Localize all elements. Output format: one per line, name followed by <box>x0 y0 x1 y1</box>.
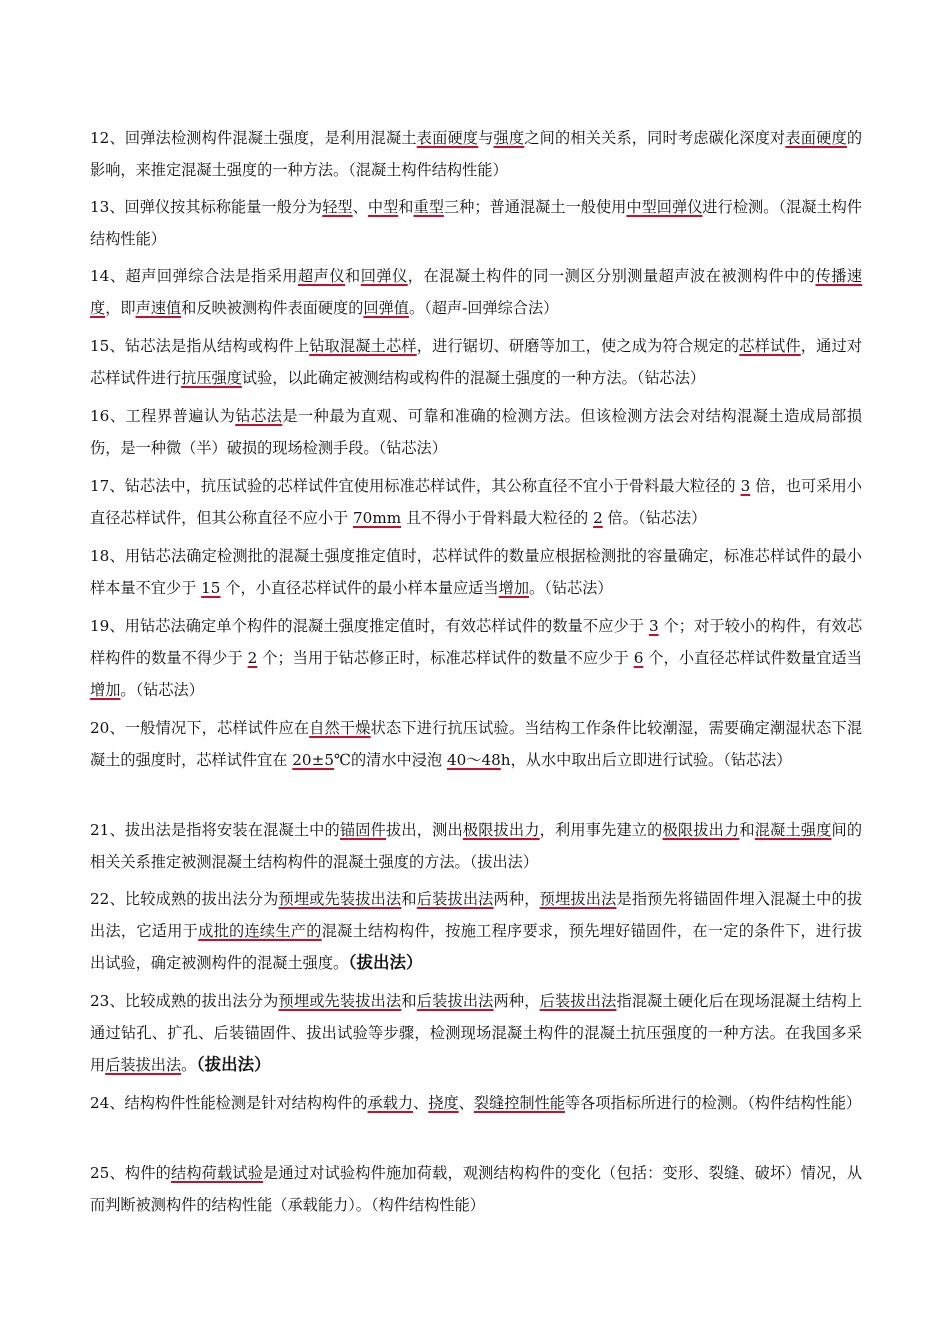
question-17 <box>90 470 862 534</box>
text-segment: 个；对于较小的构件，有效芯样构件的数量不得少于 <box>90 617 863 667</box>
text-segment: 23、比较成熟的拔出法分为 <box>90 992 279 1010</box>
question-22 <box>90 883 862 979</box>
text-segment: ，在混凝土构件的同一测区分别测量超声波在被测构件中的 <box>407 267 816 285</box>
text-segment: 混凝土结构构件，按施工程序要求，预先埋好锚固件，在一定的条件下，进行拔出试验，确定被测构件的混凝土强度。 <box>90 922 863 972</box>
text-segment: 、 <box>413 1094 429 1112</box>
underlined-answer: 承载力 <box>367 1094 414 1112</box>
text-segment: 两种， <box>493 890 540 908</box>
text-segment: 14、超声回弹综合法是指采用 <box>90 267 298 285</box>
text-segment: 21、拔出法是指将安装在混凝土中的 <box>90 821 340 839</box>
underlined-answer: 自然干燥 <box>309 719 371 737</box>
text-segment: 17、钻芯法中，抗压试验的芯样试件宜使用标准芯样试件，其公称直径不宜小于骨料最大粒径的 <box>90 477 741 495</box>
underlined-answer: 3 <box>740 477 751 495</box>
text-segment: 个，小直径芯样试件的最小样本量应适当 <box>220 579 499 597</box>
underlined-answer: 15 <box>201 579 221 597</box>
underlined-answer: 表面硬度 <box>785 129 847 147</box>
question-23 <box>90 985 862 1081</box>
text-segment: 15、钻芯法是指从结构或构件上 <box>90 337 310 355</box>
underlined-answer: 后装拔出法 <box>416 992 494 1010</box>
underlined-answer: 2 <box>247 649 258 667</box>
underlined-answer: 回弹仪 <box>360 267 408 285</box>
text-segment: 是通过对试验构件施加荷载，观测结构构件的变化（包括：变形、裂缝、破坏）情况，从而判断被测构件的结构性能（承载能力）。（构件结构性能） <box>90 1164 863 1214</box>
underlined-answer: 挠度 <box>428 1094 459 1112</box>
underlined-answer: 6 <box>633 649 644 667</box>
text-segment: 、 <box>458 1094 474 1112</box>
text-segment: 拔出，测出 <box>386 821 463 839</box>
text-segment: h，从水中取出后立即进行试验。（钻芯法） <box>500 751 792 769</box>
underlined-answer: 混凝土强度 <box>754 821 832 839</box>
underlined-answer: 回弹值 <box>363 299 409 317</box>
text-segment: 和 <box>345 267 361 285</box>
underlined-answer: 中型回弹仪 <box>626 198 703 216</box>
text-segment: 。（钻芯法） <box>529 579 613 597</box>
text-segment: 。（超声-回弹综合法） <box>408 299 559 317</box>
question-12 <box>90 122 862 186</box>
question-16 <box>90 400 862 464</box>
underlined-answer: 极限拔出力 <box>662 821 740 839</box>
underlined-answer: 预埋或先装拔出法 <box>278 992 402 1010</box>
text-segment: 和 <box>739 821 755 839</box>
text-segment: 个；当用于钻芯修正时，标准芯样试件的数量不应少于 <box>257 649 634 667</box>
question-13 <box>90 191 862 255</box>
underlined-answer: 增加 <box>498 579 530 597</box>
underlined-answer: 20±5 <box>292 751 334 769</box>
underlined-answer: 预埋拔出法 <box>539 890 617 908</box>
underlined-answer: 后装拔出法 <box>539 992 617 1010</box>
underlined-answer: 钻取混凝土芯样 <box>309 337 417 355</box>
text-segment: 20、一般情况下，芯样试件应在 <box>90 719 310 737</box>
text-segment: 。（钻芯法） <box>120 681 204 699</box>
underlined-answer: 锚固件 <box>339 821 387 839</box>
question-24 <box>90 1087 862 1119</box>
underlined-answer: 轻型 <box>322 198 353 216</box>
underlined-answer: 钻芯法 <box>235 407 283 425</box>
underlined-answer: 超声仪 <box>298 267 346 285</box>
underlined-answer: 增加 <box>90 681 121 699</box>
category-tag: （拔出法） <box>196 1055 271 1074</box>
underlined-answer: 抗压强度 <box>181 369 242 387</box>
text-segment: ，利用事先建立的 <box>539 821 663 839</box>
text-segment: 试验，以此确定被测结构或构件的混凝土强度的一种方法。（钻芯法） <box>241 369 706 387</box>
underlined-answer: 3 <box>648 617 659 635</box>
text-segment: 的影响，来推定混凝土强度的一种方法。（混凝土构件结构性能） <box>90 129 863 179</box>
text-segment: 。 <box>181 1056 197 1074</box>
text-segment: 、 <box>352 198 368 216</box>
question-18 <box>90 540 862 604</box>
text-segment: 倍，也可采用小直径芯样试件，但其公称直径不应小于 <box>90 477 862 527</box>
underlined-answer: 裂缝控制性能 <box>473 1094 565 1112</box>
underlined-answer: 中型 <box>367 198 399 216</box>
text-segment: 16、工程界普遍认为 <box>90 407 236 425</box>
text-segment: ℃的清水中浸泡 <box>333 751 447 769</box>
underlined-answer: 40～48 <box>446 751 501 769</box>
underlined-answer: 表面硬度 <box>416 129 479 147</box>
question-25 <box>90 1157 862 1221</box>
underlined-answer: 声速值 <box>135 299 182 317</box>
underlined-answer: 强度 <box>493 129 525 147</box>
underlined-answer: 成批的连续生产的 <box>198 922 322 940</box>
text-segment: 间的相关关系推定被测混凝土结构构件的混凝土强度的方法。（拔出法） <box>90 821 863 871</box>
text-segment: 之间的相关关系，同时考虑碳化深度对 <box>524 129 786 147</box>
text-segment: 和 <box>398 198 414 216</box>
underlined-answer: 预埋或先装拔出法 <box>278 890 402 908</box>
text-segment: ，进行锯切、研磨等加工，使之成为符合规定的 <box>416 337 740 355</box>
category-tag: （拔出法） <box>348 953 423 972</box>
underlined-answer: 极限拔出力 <box>462 821 540 839</box>
text-segment: 与 <box>478 129 494 147</box>
text-segment: 和 <box>401 992 417 1010</box>
text-segment: 指混凝土硬化后在现场混凝土结构上通过钻孔、扩孔、后装锚固件、拔出试验等步骤，检测现场混凝土构件的混凝土抗压强度的一种方法。在我国多采用 <box>90 992 863 1074</box>
text-segment: 三种；普通混凝土一般使用 <box>443 198 627 216</box>
text-segment: 进行检测。（混凝土构件结构性能） <box>90 198 863 248</box>
question-15 <box>90 330 862 394</box>
text-segment: 13、回弹仪按其标称能量一般分为 <box>90 198 323 216</box>
question-19 <box>90 610 862 706</box>
question-14 <box>90 260 862 324</box>
question-20 <box>90 712 862 776</box>
text-segment: 是一种最为直观、可靠和准确的检测方法。但该检测方法会对结构混凝土造成局部损伤，是一种微（半）破损的现场检测手段。（钻芯法） <box>90 407 863 457</box>
text-segment: 两种， <box>493 992 540 1010</box>
text-segment: 状态下进行抗压试验。当结构工作条件比较潮湿，需要确定潮湿状态下混凝土的强度时，芯样试件宜在 <box>90 719 863 769</box>
underlined-answer: 芯样试件 <box>739 337 801 355</box>
underlined-answer: 传播速度 <box>90 267 863 317</box>
text-segment: 12、回弹法检测构件混凝土强度，是利用混凝土 <box>90 129 417 147</box>
text-segment: ，即 <box>105 299 136 317</box>
text-segment: 25、构件的 <box>90 1164 171 1182</box>
text-segment: 22、比较成熟的拔出法分为 <box>90 890 279 908</box>
text-segment: 倍。（钻芯法） <box>602 509 707 527</box>
text-segment: 等各项指标所进行的检测。（构件结构性能） <box>564 1094 862 1112</box>
text-segment: 19、用钻芯法确定单个构件的混凝土强度推定值时，有效芯样试件的数量不应少于 <box>90 617 649 635</box>
question-21 <box>90 814 862 878</box>
text-segment: 是指预先将锚固件埋入混凝土中的拔出法，它适用于 <box>90 890 863 940</box>
underlined-answer: 重型 <box>413 198 444 216</box>
text-segment: 个，小直径芯样试件数量宜适当 <box>643 649 863 667</box>
text-segment: 且不得小于骨料最大粒径的 <box>401 509 594 527</box>
text-segment: 和反映被测构件表面硬度的 <box>181 299 364 317</box>
text-segment: 18、用钻芯法确定检测批的混凝土强度推定值时，芯样试件的数量应根据检测批的容量确定，标准芯样试件的最小样本量不宜少于 <box>90 547 862 597</box>
text-segment: 和 <box>401 890 417 908</box>
underlined-answer: 后装拔出法 <box>105 1056 182 1074</box>
underlined-answer: 后装拔出法 <box>416 890 494 908</box>
underlined-answer: 70mm <box>353 509 402 527</box>
underlined-answer: 2 <box>593 509 603 527</box>
text-segment: ，通过对芯样试件进行 <box>90 337 863 387</box>
underlined-answer: 结构荷载试验 <box>170 1164 264 1182</box>
text-segment: 24、结构构件性能检测是针对结构构件的 <box>90 1094 368 1112</box>
